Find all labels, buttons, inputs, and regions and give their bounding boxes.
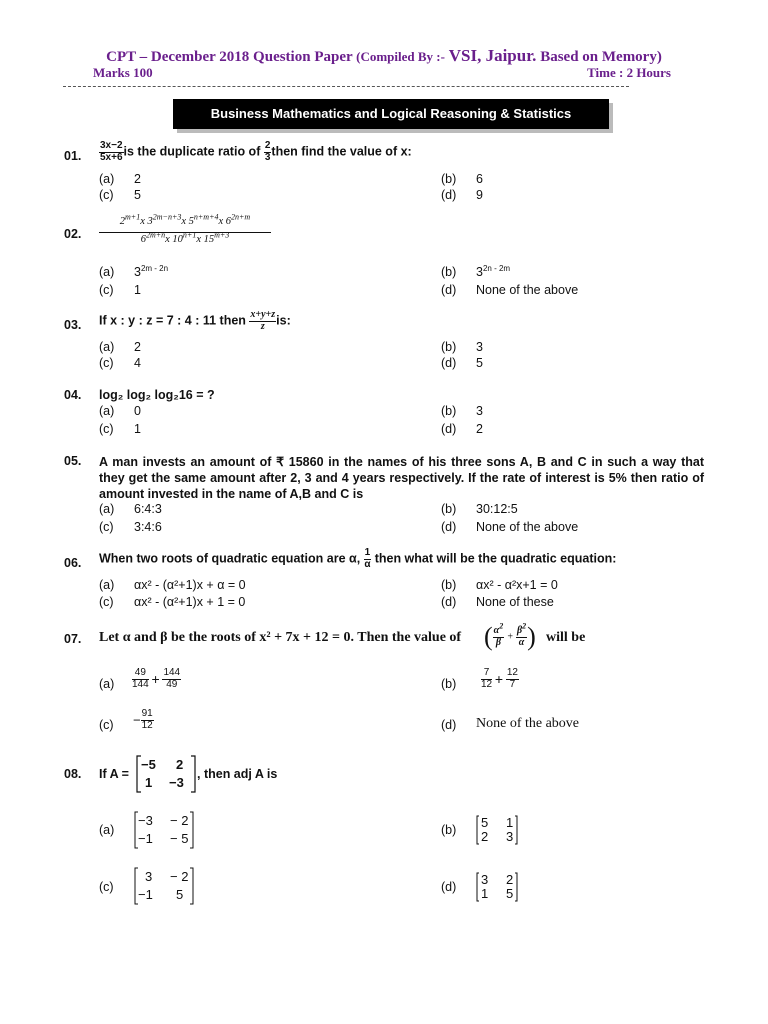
option-label: (a): [99, 172, 115, 186]
fraction: $\frac{2}{3}$: [264, 140, 271, 163]
option-label: (c): [99, 356, 114, 370]
matrix-option-b: 5 1 2 3: [476, 815, 518, 845]
question-number: 05.: [64, 454, 82, 468]
option-value: 4: [134, 356, 141, 370]
question-number: 07.: [64, 632, 82, 646]
option-value: αx² - α²x+1 = 0: [476, 578, 558, 592]
question-text: Let α and β be the roots of x² + 7x + 12 = 0. Then the value of: [99, 630, 462, 645]
question-text: log₂ log₂ log₂16 = ?: [99, 388, 215, 402]
option-label: (c): [99, 520, 114, 534]
question-number: 03.: [64, 318, 82, 332]
matrix-option-c: 3 − 2 −1 5: [134, 867, 194, 905]
option-label: (b): [441, 172, 457, 186]
option-label: (c): [99, 880, 114, 894]
option-label: (c): [99, 595, 114, 609]
question-text: If A =: [99, 767, 129, 781]
option-label: (c): [99, 422, 114, 436]
question-text-tail: will be: [546, 630, 586, 645]
option-value: αx² - (α²+1)x + 1 = 0: [134, 595, 246, 609]
option-label: (a): [99, 823, 115, 837]
option-value: 2: [134, 340, 141, 354]
option-label: (d): [441, 718, 457, 732]
option-value: $\frac{49}{144}$ + $\frac{144}{49}$: [132, 667, 181, 690]
fraction: $\frac{x+y+z}{z}$: [250, 309, 276, 332]
marks-label: Marks 100: [93, 65, 153, 80]
question-number: 08.: [64, 767, 82, 781]
option-value: 3:4:6: [134, 520, 162, 534]
option-label: (b): [441, 340, 457, 354]
option-label: (d): [441, 422, 457, 436]
option-label: (b): [441, 823, 457, 837]
question-text: If x : y : z = 7 : 4 : 11 then $\frac{x+y+z}{z}$ is:: [99, 309, 291, 332]
option-label: (b): [441, 677, 457, 691]
option-label: (c): [99, 188, 114, 202]
question-number: 02.: [64, 227, 82, 241]
question-text-tail: , then adj A is: [197, 767, 278, 781]
question-number: 04.: [64, 388, 82, 402]
option-value: $3^{2n - 2m}$: [476, 263, 511, 279]
option-label: (c): [99, 283, 114, 297]
expression: ( $\frac{\alpha^2}{\beta}$ + $\frac{\beta^2}{\alpha}$ ): [484, 621, 536, 651]
option-value: 9: [476, 188, 483, 202]
option-value: 30:12:5: [476, 502, 518, 516]
option-label: (d): [441, 188, 457, 202]
option-value: None of the above: [476, 520, 579, 534]
question-number: 06.: [64, 556, 82, 570]
option-label: (a): [99, 340, 115, 354]
expression-denominator: $6^{2m+n}x$ $10^{n+1}x$ $15^{m+3}$: [140, 230, 230, 245]
question-text: $\frac{3x-2}{5x+6}$ is the duplicate ratio of $\frac{2}{3}$ then find the value of x:: [100, 140, 412, 163]
option-label: (d): [441, 880, 457, 894]
option-value: None of the above: [476, 716, 580, 731]
option-label: (b): [441, 265, 457, 279]
option-label: (d): [441, 283, 457, 297]
option-label: (a): [99, 404, 115, 418]
matrix-option-a: −3 − 2 −1 − 5: [134, 811, 194, 849]
option-label: (b): [441, 404, 457, 418]
option-value: 1: [134, 422, 141, 436]
paper-title: CPT – December 2018 Question Paper (Compiled By :- VSI, Jaipur. Based on Memory): [106, 46, 662, 65]
question-number: 01.: [64, 149, 82, 163]
section-title: Business Mathematics and Logical Reasoning & Statistics: [173, 99, 609, 129]
matrix-option-d: 3 2 1 5: [476, 872, 518, 902]
option-value: αx² - (α²+1)x + α = 0: [134, 578, 246, 592]
question-text: When two roots of quadratic equation are α, $\frac{1}{\alpha}$ then what will be the quadratic equation:: [99, 547, 617, 570]
expression-numerator: $2^{m+1}x$ $3^{2m-n+3}x$ $5^{n+m+4}x$ $6^{2n+m}$: [119, 212, 251, 227]
option-value: None of the above: [476, 283, 579, 297]
divider: [63, 86, 629, 87]
option-label: (a): [99, 578, 115, 592]
option-label: (a): [99, 502, 115, 516]
option-value: $\frac{7}{12}$ + $\frac{12}{7}$: [481, 667, 518, 690]
option-value: 5: [476, 356, 483, 370]
option-value: 3: [476, 340, 483, 354]
option-label: (d): [441, 356, 457, 370]
option-value: 6: [476, 172, 483, 186]
option-label: (a): [99, 677, 115, 691]
fraction: $\frac{1}{\alpha}$: [364, 547, 371, 570]
option-label: (d): [441, 595, 457, 609]
option-label: (a): [99, 265, 115, 279]
option-value: 2: [476, 422, 483, 436]
option-value: None of these: [476, 595, 554, 609]
option-value: 2: [134, 172, 141, 186]
option-value: 6:4:3: [134, 502, 162, 516]
option-value: 3: [476, 404, 483, 418]
option-value: $3^{2m - 2n}$: [134, 263, 169, 279]
time-label: Time : 2 Hours: [587, 65, 671, 80]
question-text: A man invests an amount of ₹ 15860 in the names of his three sons A, B and C in such a way that they get the same amount after 2, 3 and 4 years respectively. If the rate of interest is 5% then ratio of amount invested in the name of A,B and C is: [99, 455, 704, 501]
option-label: (c): [99, 718, 114, 732]
option-label: (b): [441, 578, 457, 592]
option-value: 0: [134, 404, 141, 418]
option-label: (d): [441, 520, 457, 534]
matrix-a: −5 2 1 −3: [136, 755, 196, 793]
option-value: 1: [134, 283, 141, 297]
fraction: $\frac{3x-2}{5x+6}$: [100, 140, 123, 163]
option-label: (b): [441, 502, 457, 516]
option-value: − $\frac{91}{12}$: [133, 708, 153, 731]
option-value: 5: [134, 188, 141, 202]
